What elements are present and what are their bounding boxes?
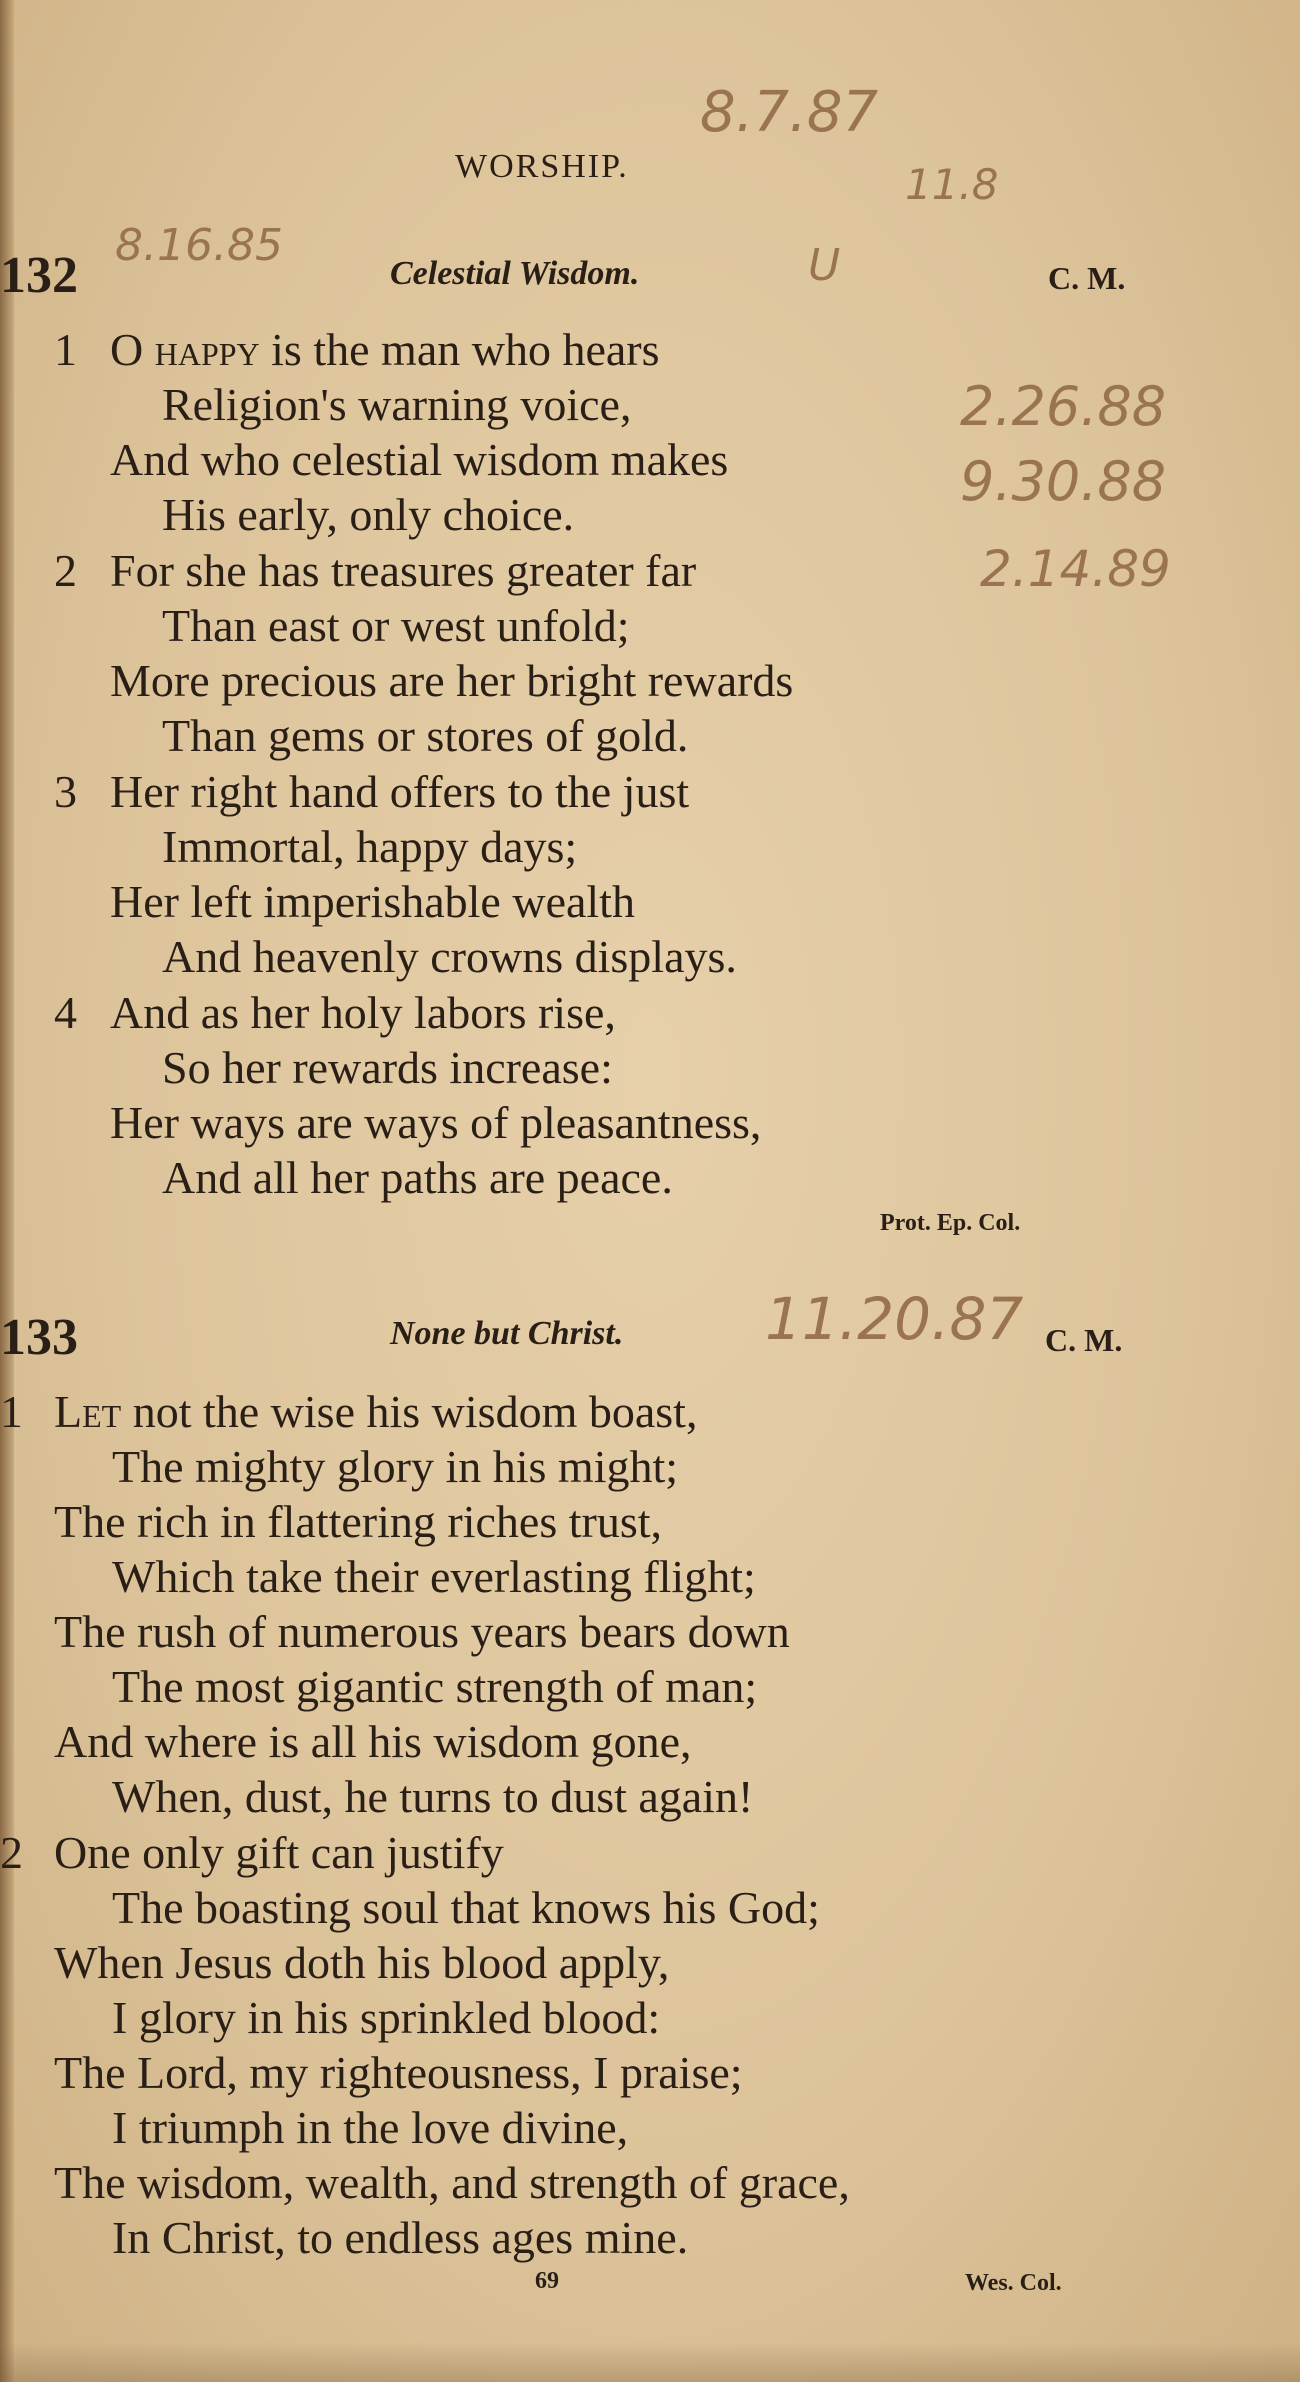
verse-line: I triumph in the love divine, bbox=[112, 2102, 629, 2153]
page-number: 69 bbox=[535, 2268, 559, 2294]
verse-line: The Lord, my righteousness, I praise; bbox=[54, 2047, 743, 2098]
verse-line: And heavenly crowns displays. bbox=[162, 931, 737, 982]
verse-lead: Let bbox=[54, 1386, 122, 1437]
verse-line: And who celestial wisdom makes bbox=[110, 434, 729, 485]
verse-line: Her ways are ways of pleasantness, bbox=[110, 1097, 762, 1148]
verse-number: 1 bbox=[0, 1386, 23, 1437]
hymn-number: 133 bbox=[0, 1309, 78, 1366]
handwritten-date-top: 8.7.87 bbox=[700, 80, 879, 145]
page-edge bbox=[0, 0, 14, 2382]
verse-number: 1 bbox=[54, 324, 77, 375]
verse-line: Which take their everlasting flight; bbox=[112, 1551, 756, 1602]
verse-line: O happy is the man who hears bbox=[110, 324, 660, 375]
verse-line: When Jesus doth his blood apply, bbox=[54, 1937, 670, 1988]
handwritten-date: 2.14.89 bbox=[980, 540, 1171, 598]
handwritten-note-top-right: 11.8 bbox=[905, 160, 999, 209]
verse-number: 2 bbox=[0, 1827, 23, 1878]
running-head: WORSHIP. bbox=[455, 148, 629, 185]
verse-line: Religion's warning voice, bbox=[162, 379, 632, 430]
hymn-meter: C. M. bbox=[1045, 1322, 1123, 1358]
verse-line: And where is all his wisdom gone, bbox=[54, 1716, 692, 1767]
verse-number: 4 bbox=[54, 987, 77, 1038]
handwritten-date: 9.30.88 bbox=[960, 450, 1167, 513]
verse-line: So her rewards increase: bbox=[162, 1042, 613, 1093]
verse-line: Immortal, happy days; bbox=[162, 821, 578, 872]
verse-line: I glory in his sprinkled blood: bbox=[112, 1992, 661, 2043]
verse-line: Let not the wise his wisdom boast, bbox=[54, 1386, 698, 1437]
verse-number: 2 bbox=[54, 545, 77, 596]
verse-line: One only gift can justify bbox=[54, 1827, 504, 1878]
verse-lead: O happy bbox=[110, 324, 260, 375]
verse-line: Than gems or stores of gold. bbox=[162, 710, 689, 761]
verse-line: The rush of numerous years bears down bbox=[54, 1606, 790, 1657]
hymn-attribution: Wes. Col. bbox=[965, 2270, 1062, 2296]
verse-line: More precious are her bright rewards bbox=[110, 655, 794, 706]
verse-line: The most gigantic strength of man; bbox=[112, 1661, 758, 1712]
verse-line: The mighty glory in his might; bbox=[112, 1441, 679, 1492]
verse-line: For she has treasures greater far bbox=[110, 545, 697, 596]
handwritten-date: 11.20.87 bbox=[765, 1285, 1024, 1353]
verse-line: And as her holy labors rise, bbox=[110, 987, 616, 1038]
handwritten-mark: U bbox=[808, 240, 841, 291]
verse-line: The rich in flattering riches trust, bbox=[54, 1496, 663, 1547]
verse-line: Than east or west unfold; bbox=[162, 600, 630, 651]
hymn-meter: C. M. bbox=[1048, 260, 1126, 296]
verse-line: The boasting soul that knows his God; bbox=[112, 1882, 820, 1933]
handwritten-date: 8.16.85 bbox=[115, 220, 283, 271]
verse-line: In Christ, to endless ages mine. bbox=[112, 2212, 689, 2263]
verse-line: The wisdom, wealth, and strength of grace, bbox=[54, 2157, 850, 2208]
hymn-attribution: Prot. Ep. Col. bbox=[880, 1210, 1021, 1236]
hymn-title: Celestial Wisdom. bbox=[390, 255, 640, 292]
verse-line: And all her paths are peace. bbox=[162, 1152, 673, 1203]
hymn-number: 132 bbox=[0, 247, 78, 304]
hymn-title: None but Christ. bbox=[390, 1315, 624, 1352]
verse-line: His early, only choice. bbox=[162, 489, 575, 540]
handwritten-date: 2.26.88 bbox=[960, 375, 1167, 438]
page-shadow bbox=[0, 2342, 1300, 2382]
verse-line: Her right hand offers to the just bbox=[110, 766, 690, 817]
verse-line: Her left imperishable wealth bbox=[110, 876, 635, 927]
verse-number: 3 bbox=[54, 766, 77, 817]
verse-line: When, dust, he turns to dust again! bbox=[112, 1771, 754, 1822]
